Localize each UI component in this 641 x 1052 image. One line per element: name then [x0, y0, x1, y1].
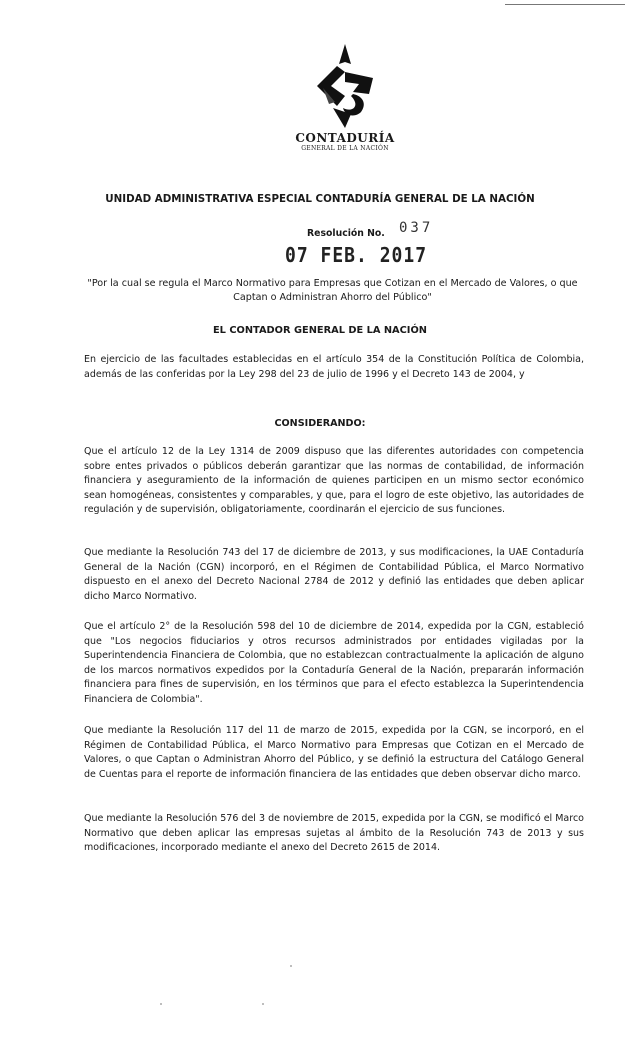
considerando-paragraph: Que mediante la Resolución 743 del 17 de diciembre de 2013, y sus modificaciones, la UAE Contaduría General de la Nación (CGN) incorporó, en el Régimen de Contabilidad Pública, el Marco Normativo dispuesto en el anexo del Decreto Nacional 2784 de 2012 y definió las entidades que deben aplicar dicho Marco Normativo. — [84, 547, 584, 602]
resolution-label: Resolución No. — [307, 228, 385, 239]
scan-speck — [160, 1003, 162, 1005]
considerando-paragraph: Que el artículo 12 de la Ley 1314 de 2009 dispuso que las diferentes autoridades con competencia sobre entes privados o públicos deberán garantizar que las normas de contabilidad, de información financiera y aseguramiento de la información de quienes participen en un mismo sector económico sean homogéneas, consistentes y comparables, y que, para el logro de este objetivo, las autoridades de regulación y de supervisión, obligatoriamente, coordinarán el ejercicio de sus funciones. — [84, 446, 584, 516]
considerando-paragraph: Que mediante la Resolución 117 del 11 de marzo de 2015, expedida por la CGN, se incorporó, en el Régimen de Contabilidad Pública, el Marco Normativo para Empresas que Cotizan en el Mercado de Valores, o que Captan o Administran Ahorro del Público, y se definió la estructura del Catálogo General de Cuentas para el reporte de información financiera de las entidades que deben observar dicho marco. — [84, 725, 584, 780]
scan-speck — [262, 1003, 264, 1005]
preamble-paragraph: En ejercicio de las facultades establecidas en el artículo 354 de la Constitución Política de Colombia, además de las conferidas por la Ley 298 del 23 de julio de 1996 y el Decreto 143 de 2004, y — [84, 354, 584, 380]
logo-name: CONTADURÍA — [295, 131, 395, 145]
resolution-number: 037 — [399, 220, 434, 236]
cgn-logo — [290, 42, 400, 157]
organization-heading: UNIDAD ADMINISTRATIVA ESPECIAL CONTADURÍA GENERAL DE LA NACIÓN — [105, 193, 535, 205]
issuer-heading: EL CONTADOR GENERAL DE LA NACIÓN — [212, 325, 427, 336]
considerando-heading: CONSIDERANDO: — [274, 418, 366, 429]
resolution-date: 07 FEB. 2017 — [285, 243, 428, 268]
considerando-paragraph: Que mediante la Resolución 576 del 3 de noviembre de 2015, expedida por la CGN, se modificó el Marco Normativo que deben aplicar las empresas sujetas al ámbito de la Resolución 743 de 2013 y sus modificaciones, incorporado mediante el anexo del Decreto 2615 de 2014. — [84, 813, 584, 854]
scan-speck — [290, 965, 292, 967]
cgn-emblem-icon — [307, 42, 383, 130]
scan-line — [505, 4, 625, 5]
resolution-subject: "Por la cual se regula el Marco Normativo para Empresas que Cotizan en el Mercado de Valores, o que Captan o Administran Ahorro del Público" — [87, 278, 578, 303]
logo-subtitle: GENERAL DE LA NACIÓN — [301, 145, 389, 152]
considerando-paragraph: Que el artículo 2° de la Resolución 598 del 10 de diciembre de 2014, expedida por la CGN, estableció que "Los negocios fiduciarios y otros recursos administrados por entidades vigiladas por la Superintendencia Financiera de Colombia, que no establezcan contractualmente la aplicación de alguno de los marcos normativos expedidos por la Contaduría General de la Nación, prepararán información financiera para fines de supervisión, en los términos que para el efecto establezca la Superintendencia Financiera de Colombia". — [84, 621, 584, 705]
